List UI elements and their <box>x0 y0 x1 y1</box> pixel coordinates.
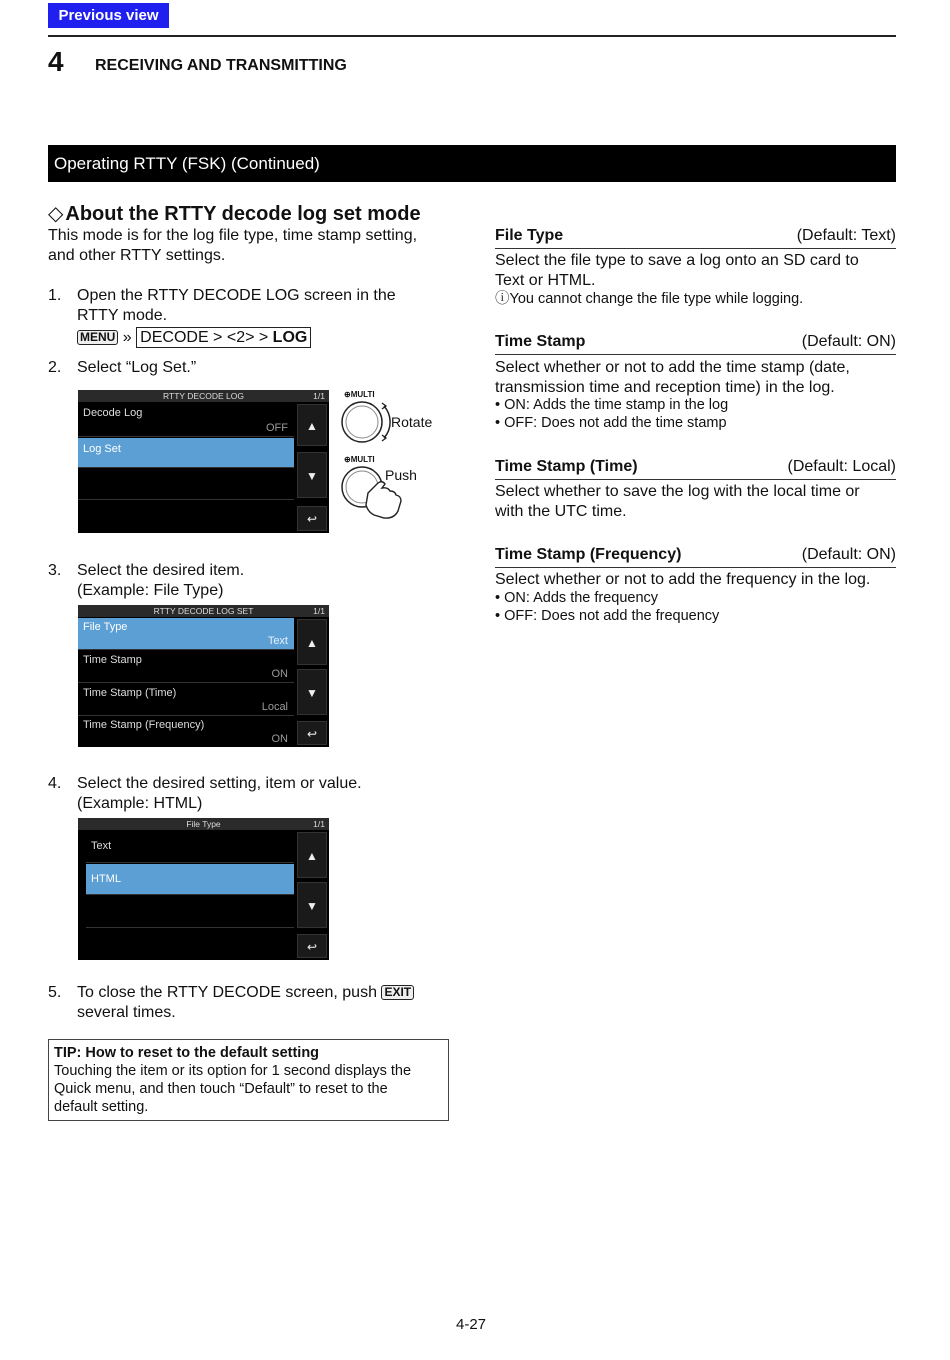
rotate-knob-icon <box>338 398 394 446</box>
screen-page: 1/1 <box>313 819 325 829</box>
screen-page: 1/1 <box>313 391 325 401</box>
file-type-screen <box>78 818 329 960</box>
time-stamp-desc-1: Select whether or not to add the time stamp (date, <box>495 359 850 376</box>
down-button[interactable]: ▼ <box>297 669 327 715</box>
setting-name: Time Stamp (Time) <box>495 458 638 475</box>
header-rule <box>48 35 896 37</box>
menu-row-file-type[interactable] <box>78 618 294 650</box>
intro-line-2: and other RTTY settings. <box>48 247 226 264</box>
rtty-decode-log-set-screen <box>78 605 329 747</box>
tip-line-3: default setting. <box>54 1099 149 1115</box>
step-5-line-1 <box>77 983 414 1003</box>
menu-row-decode-log[interactable] <box>78 402 294 437</box>
menu-key: MENU <box>77 330 118 345</box>
time-stamp-frequency-heading <box>495 546 896 568</box>
step-1-line-1: Open the RTTY DECODE LOG screen in the <box>77 287 396 304</box>
row-value: Local <box>261 701 288 713</box>
row-label: Log Set <box>83 443 121 455</box>
row-label: Decode Log <box>83 407 143 419</box>
menu-row-log-set[interactable] <box>78 438 294 468</box>
screen-title: RTTY DECODE LOG SET <box>78 605 329 617</box>
rotate-label: Rotate <box>391 414 433 430</box>
menu-path-text: DECODE > <2> > <box>140 329 273 346</box>
back-button[interactable]: ↩ <box>297 721 327 745</box>
step-2-text: Select “Log Set.” <box>77 359 197 376</box>
chapter-title: RECEIVING AND TRANSMITTING <box>95 57 347 74</box>
step-4-number: 4. <box>48 775 62 792</box>
option-row-empty <box>86 896 294 928</box>
row-label: File Type <box>83 621 128 633</box>
down-button[interactable]: ▼ <box>297 882 327 928</box>
tip-title: TIP: How to reset to the default setting <box>54 1045 320 1061</box>
menu-row-time-stamp-frequency[interactable] <box>78 716 294 747</box>
back-button[interactable]: ↩ <box>297 506 327 531</box>
time-stamp-time-heading <box>495 458 896 480</box>
time-stamp-frequency-option-off: • OFF: Does not add the frequency <box>495 608 720 624</box>
diamond-icon: ◇ <box>48 203 64 225</box>
setting-default: (Default: Text) <box>796 227 896 244</box>
row-value: OFF <box>266 422 288 434</box>
step-2-number: 2. <box>48 359 62 376</box>
row-label: Time Stamp (Frequency) <box>83 719 205 731</box>
time-stamp-option-off: • OFF: Does not add the time stamp <box>495 415 727 431</box>
step-4-line-1: Select the desired setting, item or value. <box>77 775 362 792</box>
section-banner: Operating RTTY (FSK) (Continued) <box>48 145 896 182</box>
previous-view-button[interactable]: Previous view <box>48 3 169 28</box>
step-5-line-2: several times. <box>77 1004 176 1021</box>
menu-row-empty <box>78 470 294 500</box>
push-label: Push <box>385 467 417 483</box>
screen-title: RTTY DECODE LOG <box>78 390 329 402</box>
time-stamp-frequency-option-on: • ON: Adds the frequency <box>495 590 659 606</box>
time-stamp-desc-2: transmission time and reception time) in the log. <box>495 379 835 396</box>
chapter-number: 4 <box>48 46 64 77</box>
tip-line-2: Quick menu, and then touch “Default” to reset to the <box>54 1081 388 1097</box>
rtty-decode-log-screen <box>78 390 329 533</box>
page-number: 4-27 <box>456 1316 487 1333</box>
step-5-text: To close the RTTY DECODE screen, push <box>77 984 377 1001</box>
step-1-number: 1. <box>48 287 62 304</box>
row-label: Time Stamp (Time) <box>83 687 177 699</box>
row-label: Text <box>91 840 112 852</box>
step-3-number: 3. <box>48 562 62 579</box>
row-label: HTML <box>91 873 121 885</box>
menu-path <box>136 327 311 348</box>
menu-path-final: LOG <box>272 329 308 346</box>
time-stamp-time-desc-2: with the UTC time. <box>495 503 627 520</box>
path-separator: » <box>122 329 132 346</box>
setting-name: Time Stamp (Frequency) <box>495 546 682 563</box>
file-type-desc-1: Select the file type to save a log onto an SD card to <box>495 252 859 269</box>
menu-row-time-stamp-time[interactable] <box>78 684 294 716</box>
setting-default: (Default: Local) <box>787 458 896 475</box>
option-row-text[interactable] <box>86 831 294 863</box>
multi-label-push: ⊕MULTI <box>344 455 375 464</box>
setting-default: (Default: ON) <box>801 546 896 563</box>
tip-line-1: Touching the item or its option for 1 second displays the <box>54 1063 412 1079</box>
step-4-line-2: (Example: HTML) <box>77 795 203 812</box>
option-row-html[interactable] <box>86 864 294 895</box>
screen-page: 1/1 <box>313 606 325 616</box>
up-button[interactable]: ▲ <box>297 404 327 446</box>
intro-line-1: This mode is for the log file type, time stamp setting, <box>48 227 418 244</box>
time-stamp-option-on: • ON: Adds the time stamp in the log <box>495 397 729 413</box>
time-stamp-heading <box>495 333 896 355</box>
section-title-text: About the RTTY decode log set mode <box>65 203 421 225</box>
setting-name: Time Stamp <box>495 333 586 350</box>
step-3-line-1: Select the desired item. <box>77 562 245 579</box>
step-1-line-2: RTTY mode. <box>77 307 168 324</box>
back-button[interactable]: ↩ <box>297 934 327 958</box>
file-type-heading <box>495 227 896 249</box>
row-value: ON <box>271 668 288 680</box>
time-stamp-frequency-desc: Select whether or not to add the frequency in the log. <box>495 571 871 588</box>
menu-row-time-stamp[interactable] <box>78 651 294 683</box>
file-type-note: ⓘYou cannot change the file type while logging. <box>495 291 804 307</box>
tip-box <box>48 1039 449 1121</box>
file-type-desc-2: Text or HTML. <box>495 272 596 289</box>
exit-key: EXIT <box>381 985 414 1000</box>
step-3-line-2: (Example: File Type) <box>77 582 224 599</box>
time-stamp-time-desc-1: Select whether to save the log with the local time or <box>495 483 860 500</box>
up-button[interactable]: ▲ <box>297 619 327 665</box>
section-title <box>48 201 421 226</box>
row-value: Text <box>267 635 288 647</box>
setting-name: File Type <box>495 227 564 244</box>
up-button[interactable]: ▲ <box>297 832 327 878</box>
step-1-key-path <box>77 327 311 348</box>
down-button[interactable]: ▼ <box>297 452 327 498</box>
step-5-number: 5. <box>48 984 62 1001</box>
row-label: Time Stamp <box>83 654 142 666</box>
setting-default: (Default: ON) <box>801 333 896 350</box>
screen-title: File Type <box>78 818 329 830</box>
multi-label-rotate: ⊕MULTI <box>344 390 375 399</box>
row-value: ON <box>271 733 288 745</box>
